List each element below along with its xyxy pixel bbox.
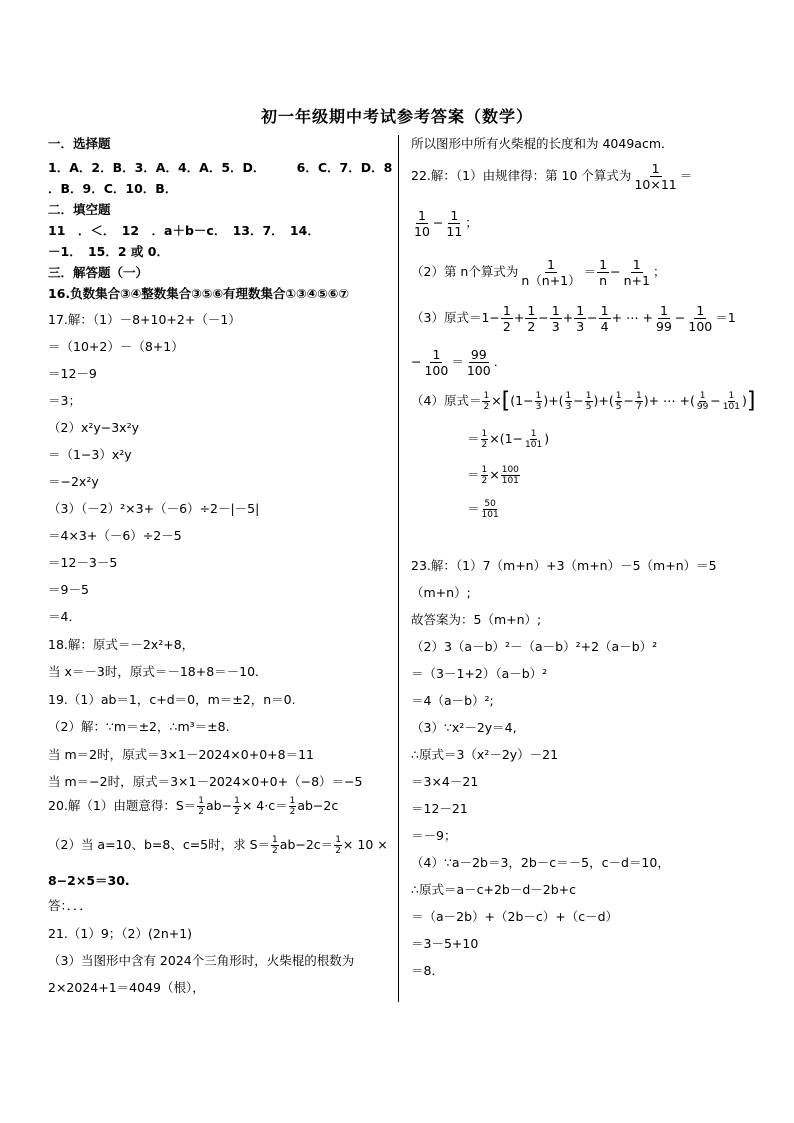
math-text: ＝ <box>467 431 480 446</box>
answer-line: 2×2024+1＝4049（根）， <box>48 980 205 995</box>
math-text: 20.解（1）由题意得：S＝ <box>48 798 197 813</box>
answer-line: ＝12－9 <box>48 366 97 381</box>
numerator: 1 <box>535 391 542 401</box>
answer-line: （3）当图形中含有 2024个三角形时，火柴棍的根数为 <box>48 953 355 968</box>
fraction <box>481 429 489 450</box>
denominator: 2 <box>483 402 490 412</box>
denominator: 2 <box>502 319 511 334</box>
fraction <box>574 303 586 334</box>
denominator: 99 <box>696 402 709 412</box>
answer-line: 18.解：原式＝－2x²+8， <box>48 637 195 652</box>
fraction <box>501 465 520 486</box>
denominator: 2 <box>335 846 341 856</box>
math-text: （2）当 a=10、b=8、c=5时，求 S＝ <box>48 837 271 852</box>
answer-line: （3）∵x²－2y＝4, <box>411 720 517 735</box>
math-line: （4）原式＝ $\frac{1}{2}$ ×[(1− $\frac{1}{3}$ )+( $\frac{1}{3}$ − $\frac{1}{5}$ )+( $\frac{1}{5}$ − $\frac{1}{7}$ )+ ⋯ +( $\frac{1}{99}$ − $\frac{1}{101}$ )] <box>411 388 756 414</box>
denominator: 10×11 <box>634 177 677 192</box>
denominator: 100 <box>424 363 449 378</box>
numerator: 100 <box>501 465 519 475</box>
answer-line: 当 x＝－3时，原式＝－18+8＝－10． <box>48 664 268 679</box>
answer-line: 所以图形中所有火柴棍的长度和为 4049acm． <box>411 136 674 151</box>
denominator: 2 <box>481 440 488 450</box>
denominator: 11 <box>446 224 463 239</box>
numerator: 1 <box>599 257 608 272</box>
numerator: 1 <box>335 835 341 845</box>
numerator: 1 <box>289 796 296 806</box>
math-line: $\frac{1}{10}$ − $\frac{1}{11}$ ； <box>414 208 478 239</box>
math-line <box>48 835 388 856</box>
denominator: 10 <box>414 224 430 239</box>
math-line: （2）第 n个算式为 $\frac{1}{n(n+1)}$ ＝ $\frac{1}{n}$ − $\frac{1}{n+1}$ ； <box>411 257 666 288</box>
fraction <box>289 796 297 817</box>
fraction <box>535 391 543 412</box>
fraction <box>632 161 678 192</box>
denominator: 2 <box>272 846 278 856</box>
math-line: − $\frac{1}{100}$ ＝ $\frac{99}{100}$ ． <box>411 347 507 378</box>
math-text: ＝ <box>467 501 480 516</box>
math-line: ＝ $\frac{1}{2}$ ×(1− $\frac{1}{101}$ ) <box>467 429 550 450</box>
fraction <box>654 303 674 334</box>
fraction <box>412 208 432 239</box>
denominator: n <box>599 273 608 288</box>
denominator: 100 <box>466 363 491 378</box>
fraction <box>233 796 241 817</box>
fraction <box>565 391 573 412</box>
answer-line: ＝4． <box>48 609 81 624</box>
answer-line: 23.解：（1）7（m+n）+3（m+n）－5（m+n）＝5 <box>411 558 717 573</box>
denominator: 101 <box>525 440 543 450</box>
numerator: 1 <box>728 391 735 401</box>
column-divider <box>398 135 399 1002</box>
answer-line: 16.负数集合③④整数集合③⑤⑥有理数集合①③④⑤⑥⑦ <box>48 286 350 301</box>
denominator: 100 <box>688 319 713 334</box>
math-text: × 4·c＝ <box>241 798 288 813</box>
numerator: 50 <box>484 499 496 509</box>
answer-line: 1．A．2．B．3．A．4．A．5．D． 6．C．7．D．8 <box>48 160 393 175</box>
answer-line: 当 m＝−2时，原式＝3×1－2024×0+0+（−8）＝−5 <box>48 774 363 789</box>
answer-line: （2）3（a－b）²－（a－b）²+2（a－b）² <box>411 639 658 654</box>
numerator: 1 <box>585 391 592 401</box>
answer-line: ＝3； <box>48 393 81 408</box>
math-text: × 10 × <box>342 837 388 852</box>
numerator: 1 <box>576 303 585 318</box>
math-line: ＝ $\frac{1}{2}$ × $\frac{100}{101}$ <box>467 465 519 486</box>
math-line: （3）原式＝1− $\frac{1}{2}$ + $\frac{1}{2}$ − $\frac{1}{3}$ + $\frac{1}{3}$ − $\frac{1}{4}$ + ⋯ + $\frac{1}{99}$ − $\frac{1}{100}$ ＝1 <box>411 303 736 334</box>
denominator: 99 <box>656 319 672 334</box>
denominator: 2 <box>289 807 296 817</box>
math-text: （2）第 n个算式为 <box>411 264 519 279</box>
fraction <box>482 391 490 412</box>
numerator: 1 <box>450 208 459 223</box>
numerator: 1 <box>551 303 560 318</box>
section-heading: 一．选择题 <box>48 136 111 151</box>
denominator: 7 <box>635 402 642 412</box>
math-text: ＝ <box>679 168 693 183</box>
answer-line: ＝（3－1+2）（a－b）² <box>411 666 548 681</box>
numerator: 1 <box>198 796 205 806</box>
answer-line: ＝（1−3）x²y <box>48 447 132 462</box>
answer-line: 17.解：（1）－8+10+2+（－1） <box>48 312 241 327</box>
numerator: 1 <box>272 835 278 845</box>
denominator: 101 <box>481 510 499 520</box>
answer-line: ．B．9．C．10．B． <box>48 181 178 196</box>
answer-line: ∴原式＝a－c+2b－d－2b+c <box>411 882 577 897</box>
numerator: 1 <box>651 161 660 176</box>
fraction <box>481 499 500 520</box>
denominator: 2 <box>234 807 240 817</box>
numerator: 1 <box>547 257 555 272</box>
section-heading: 三．解答题（一） <box>48 265 149 280</box>
numerator: 1 <box>527 303 536 318</box>
answer-line: （3）（－2）²×3+（－6）÷2－|－5| <box>48 501 260 516</box>
numerator: 99 <box>470 347 487 362</box>
numerator: 1 <box>234 796 240 806</box>
answer-line: ＝8． <box>411 963 444 978</box>
answer-line: （2）解：∵m＝±2，∴m³＝±8. <box>48 719 230 734</box>
math-text: ＝1 <box>715 310 736 325</box>
fraction <box>481 465 489 486</box>
answer-line: 21.（1）9；（2）(2n+1) <box>48 926 193 941</box>
answer-line: ＝4×3+（－6）÷2－5 <box>48 528 182 543</box>
numerator: 1 <box>481 429 488 439</box>
fraction <box>585 391 593 412</box>
denominator: 3 <box>551 319 560 334</box>
numerator: 1 <box>432 347 441 362</box>
page-title: 初一年级期中考试参考答案（数学） <box>260 107 533 126</box>
answer-line: －1． 15．2 或 0． <box>48 244 169 259</box>
numerator: 1 <box>659 303 668 318</box>
denominator: 2 <box>198 807 205 817</box>
numerator: 1 <box>696 303 705 318</box>
numerator: 1 <box>699 391 706 401</box>
numerator: 1 <box>483 391 490 401</box>
fraction <box>465 347 493 378</box>
answer-line: 故答案为：5（m+n）; <box>411 612 542 627</box>
answer-line: ＝9－5 <box>48 582 89 597</box>
section-heading: 二．填空题 <box>48 202 111 217</box>
fraction <box>519 257 582 288</box>
answer-line: ＝−2x²y <box>48 474 99 489</box>
fraction <box>444 208 464 239</box>
numerator: 1 <box>565 391 572 401</box>
answer-line: ＝12－21 <box>411 801 468 816</box>
answer-line: ＝3－5+10 <box>411 936 479 951</box>
numerator: 1 <box>417 208 426 223</box>
answer-line: 8−2×5＝30. <box>48 873 130 888</box>
fraction <box>686 303 714 334</box>
math-text: （3）原式＝1 <box>411 310 490 325</box>
math-text: ＝ <box>467 467 480 482</box>
denominator: 5 <box>615 402 622 412</box>
numerator: 1 <box>615 391 622 401</box>
fraction <box>550 303 562 334</box>
fraction <box>722 391 741 412</box>
math-text: （4）原式＝ <box>411 393 482 408</box>
numerator: 1 <box>600 303 609 318</box>
fraction <box>696 391 709 412</box>
answer-line: ＝12－3－5 <box>48 555 118 570</box>
denominator: 2 <box>481 476 488 486</box>
fraction <box>271 835 279 856</box>
math-text: ab−2c＝ <box>279 837 334 852</box>
denominator: 3 <box>576 319 585 334</box>
answer-line: ＝－9； <box>411 828 457 843</box>
fraction <box>599 303 611 334</box>
answer-line: 当 m＝2时，原式＝3×1－2024×0+0+8＝11 <box>48 747 314 762</box>
answer-line: （m+n）; <box>411 585 471 600</box>
answer-line: ＝（a－2b）+（2b－c）+（c－d） <box>411 909 619 924</box>
math-line <box>48 796 338 817</box>
denominator: 4 <box>600 319 609 334</box>
answer-line: （4）∵a－2b＝3，2b－c＝－5，c－d＝10， <box>411 855 670 870</box>
denominator: 101 <box>501 476 519 486</box>
fraction <box>525 303 537 334</box>
math-text: 22.解：（1）由规律得：第 10 个算式为 <box>411 168 632 183</box>
answer-line: ∴原式＝3（x²－2y）－21 <box>411 747 559 762</box>
math-text: ab− <box>206 798 233 813</box>
fraction <box>615 391 623 412</box>
math-text: ab−2c <box>297 798 339 813</box>
answer-line: 11 ．＜． 12 ．a＋b－c． 13．7． 14． <box>48 223 320 238</box>
answer-line: ＝（10+2）－（8+1） <box>48 339 184 354</box>
answer-line: （2）x²y−3x²y <box>48 420 139 435</box>
answer-line: 答：．．． <box>48 898 92 913</box>
denominator: 3 <box>565 402 572 412</box>
fraction <box>501 303 513 334</box>
fraction <box>422 347 450 378</box>
denominator: 5 <box>585 402 592 412</box>
fraction <box>197 796 205 817</box>
numerator: 1 <box>635 391 642 401</box>
denominator: 101 <box>722 402 740 412</box>
fraction <box>524 429 543 450</box>
numerator: 1 <box>530 429 537 439</box>
fraction <box>635 391 643 412</box>
answer-line: 19.（1）ab＝1，c+d＝0，m＝±2，n＝0. <box>48 692 296 707</box>
denominator: n（n+1） <box>521 273 581 288</box>
numerator: 1 <box>502 303 511 318</box>
fraction <box>597 257 609 288</box>
fraction <box>622 257 652 288</box>
math-text: ＝ <box>583 264 597 279</box>
answer-line: ＝4（a－b）²; <box>411 693 494 708</box>
math-line <box>467 499 501 520</box>
answer-line: ＝3×4－21 <box>411 774 479 789</box>
numerator: 1 <box>481 465 488 475</box>
math-line <box>411 161 692 192</box>
denominator: 2 <box>527 319 536 334</box>
denominator: 3 <box>535 402 542 412</box>
denominator: n+1 <box>623 273 650 288</box>
numerator: 1 <box>632 257 641 272</box>
fraction <box>334 835 342 856</box>
